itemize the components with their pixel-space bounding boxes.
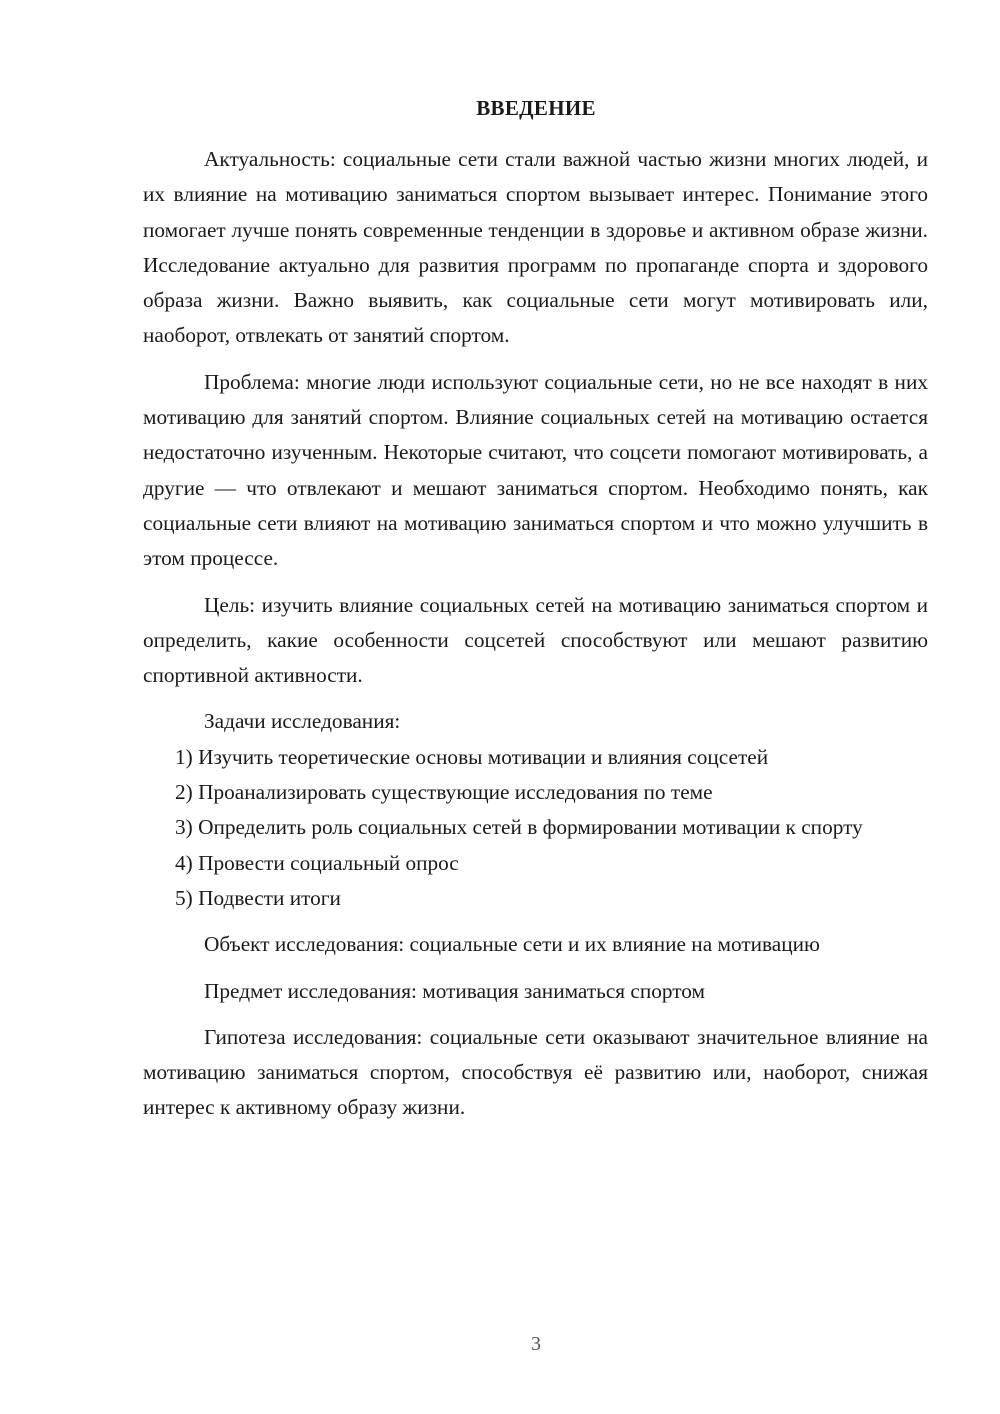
page-number: 3 [531, 1333, 541, 1355]
object-paragraph: Объект исследования: социальные сети и их влияние на мотивацию [204, 932, 820, 957]
task-item-5: 5) Подвести итоги [175, 885, 341, 910]
page-title: ВВЕДЕНИЕ [476, 96, 596, 120]
subject-paragraph: Предмет исследования: мотивация заниматься спортом [204, 978, 706, 1003]
task-item-1: 1) Изучить теоретические основы мотивации и влияния соцсетей [175, 744, 769, 769]
task-item-3: 3) Определить роль социальных сетей в формировании мотивации к спорту [175, 815, 863, 840]
relevance-paragraph: Актуальность: социальные сети стали важной частью жизни многих людей, и их влияние на мотивацию заниматься спортом вызывает интерес. Понимание этого помогает лучше понять современные тенденции в здоровье и активном образе жизни. Исследование актуально для развития программ по пропаганде спорта и здорового образа жизни. Важно выявить, как социальные сети могут мотивировать или, наоборот, отвлекать от занятий спортом. [143, 147, 928, 348]
task-item-2: 2) Проанализировать существующие исследования по теме [175, 780, 713, 805]
problem-paragraph: Проблема: многие люди используют социальные сети, но не все находят в них мотивацию для занятий спортом. Влияние социальных сетей на мотивацию остается недостаточно изученным. Некоторые считают, что соцсети помогают мотивировать, а другие — что отвлекают и мешают заниматься спортом. Необходимо понять, как социальные сети влияют на мотивацию заниматься спортом и что можно улучшить в этом процессе. [143, 369, 928, 571]
hypothesis-paragraph: Гипотеза исследования: социальные сети оказывают значительное влияние на мотивацию заниматься спортом, способствуя её развитию или, наоборот, снижая интерес к активному образу жизни. [143, 1024, 928, 1120]
task-item-4: 4) Провести социальный опрос [175, 850, 459, 875]
document-body [143, 142, 928, 1126]
goal-paragraph: Цель: изучить влияние социальных сетей на мотивацию заниматься спортом и определить, какие особенности соцсетей способствуют или мешают развитию спортивной активности. [143, 592, 928, 688]
tasks-heading: Задачи исследования: [204, 709, 401, 734]
